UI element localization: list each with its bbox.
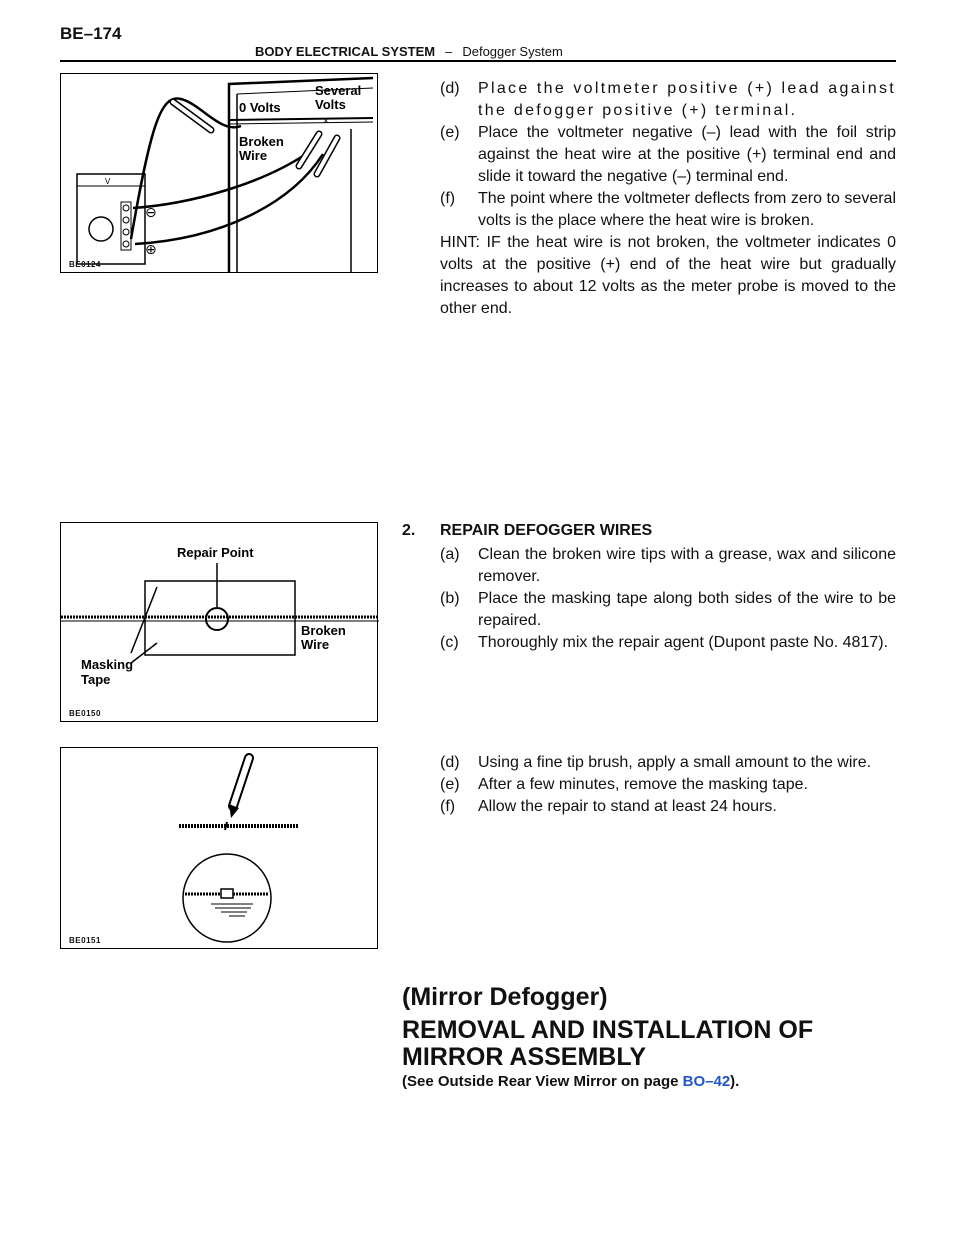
label-tape: Tape <box>81 672 111 687</box>
mirror-defogger-heading: (Mirror Defogger) <box>402 983 608 1011</box>
step-1e <box>440 122 896 188</box>
step-2a <box>440 544 896 588</box>
item-label: (e) <box>440 124 460 141</box>
removal-heading: REMOVAL AND INSTALLATION OF <box>402 1016 814 1044</box>
label-wire: Wire <box>301 637 330 652</box>
running-header <box>255 44 563 59</box>
figure-id: BE0151 <box>69 936 101 945</box>
item-label: (e) <box>440 776 460 793</box>
figure-voltmeter-test <box>60 73 378 273</box>
item-label: (d) <box>440 80 460 97</box>
item-label: (c) <box>440 634 459 651</box>
meter-v-label: V <box>105 177 111 186</box>
subsection-title: Defogger System <box>462 44 563 59</box>
label-broken: Broken <box>239 134 284 149</box>
hint-paragraph: HINT: IF the heat wire is not broken, the voltmeter indicates 0 volts at the positive (+) end of the heat wire but gradually increases to about 12 volts as the meter probe is moved to the other end. <box>440 234 896 317</box>
item-text: After a few minutes, remove the masking tape. <box>478 776 808 793</box>
section-title: BODY ELECTRICAL SYSTEM <box>255 44 436 59</box>
step-2-heading <box>402 522 652 540</box>
step-number: 2. <box>402 522 416 539</box>
step-2b <box>440 588 896 632</box>
item-text: Place the masking tape along both sides of the wire to be repaired. <box>478 590 896 629</box>
brush-repair-illustration <box>61 748 379 950</box>
svg-text:×: × <box>323 116 329 127</box>
step-2e <box>440 774 896 796</box>
item-label: (b) <box>440 590 460 607</box>
item-text: Thoroughly mix the repair agent (Dupont paste No. 4817). <box>478 634 889 651</box>
item-label: (a) <box>440 546 460 563</box>
item-label: (f) <box>440 798 456 815</box>
plus-terminal-icon: ⊕ <box>145 242 157 258</box>
label-volts: Volts <box>315 97 346 112</box>
label-wire: Wire <box>239 148 268 163</box>
figure-repair-point <box>60 522 378 722</box>
voltmeter-test-illustration <box>61 74 379 274</box>
header-separator: – <box>445 44 453 59</box>
ref-suffix: ). <box>730 1073 740 1090</box>
figure-brush-repair <box>60 747 378 949</box>
label-repair-point: Repair Point <box>177 545 254 560</box>
label-several: Several <box>315 83 362 98</box>
item-text: Allow the repair to stand at least 24 hours. <box>478 798 777 815</box>
item-text: Place the voltmeter positive (+) lead against the defogger positive (+) terminal. <box>478 80 896 119</box>
label-broken: Broken <box>301 623 346 638</box>
step-2d <box>440 752 896 774</box>
item-text: Place the voltmeter negative (–) lead with the foil strip against the heat wire at the positive (+) terminal end and slide it toward the negative (–) terminal end. <box>478 124 896 185</box>
label-masking: Masking <box>81 657 134 672</box>
step-1f <box>440 188 896 232</box>
figure-id: BE0150 <box>69 709 101 718</box>
figure-id: BE0124 <box>69 260 101 269</box>
item-label: (d) <box>440 754 460 771</box>
page-number: BE–174 <box>60 24 122 43</box>
item-text: The point where the voltmeter deflects from zero to several volts is the place where the heat wire is broken. <box>478 190 896 229</box>
step-2c <box>440 632 896 654</box>
item-text: Using a fine tip brush, apply a small amount to the wire. <box>478 754 872 771</box>
step-2f <box>440 796 896 818</box>
label-zero-volts: 0 Volts <box>239 100 281 115</box>
header-rule <box>60 60 896 62</box>
minus-terminal-icon: ⊖ <box>145 205 157 221</box>
step-1d <box>440 78 896 122</box>
item-text: Clean the broken wire tips with a grease, wax and silicone remover. <box>478 546 896 585</box>
cross-reference <box>402 1073 739 1090</box>
step-title: REPAIR DEFOGGER WIRES <box>440 522 653 539</box>
ref-link-bo42[interactable]: BO–42 <box>682 1073 731 1090</box>
mirror-assembly-heading: MIRROR ASSEMBLY <box>402 1043 647 1071</box>
item-label: (f) <box>440 190 456 207</box>
ref-prefix: (See Outside Rear View Mirror on page <box>402 1073 683 1090</box>
repair-point-illustration <box>61 523 379 723</box>
